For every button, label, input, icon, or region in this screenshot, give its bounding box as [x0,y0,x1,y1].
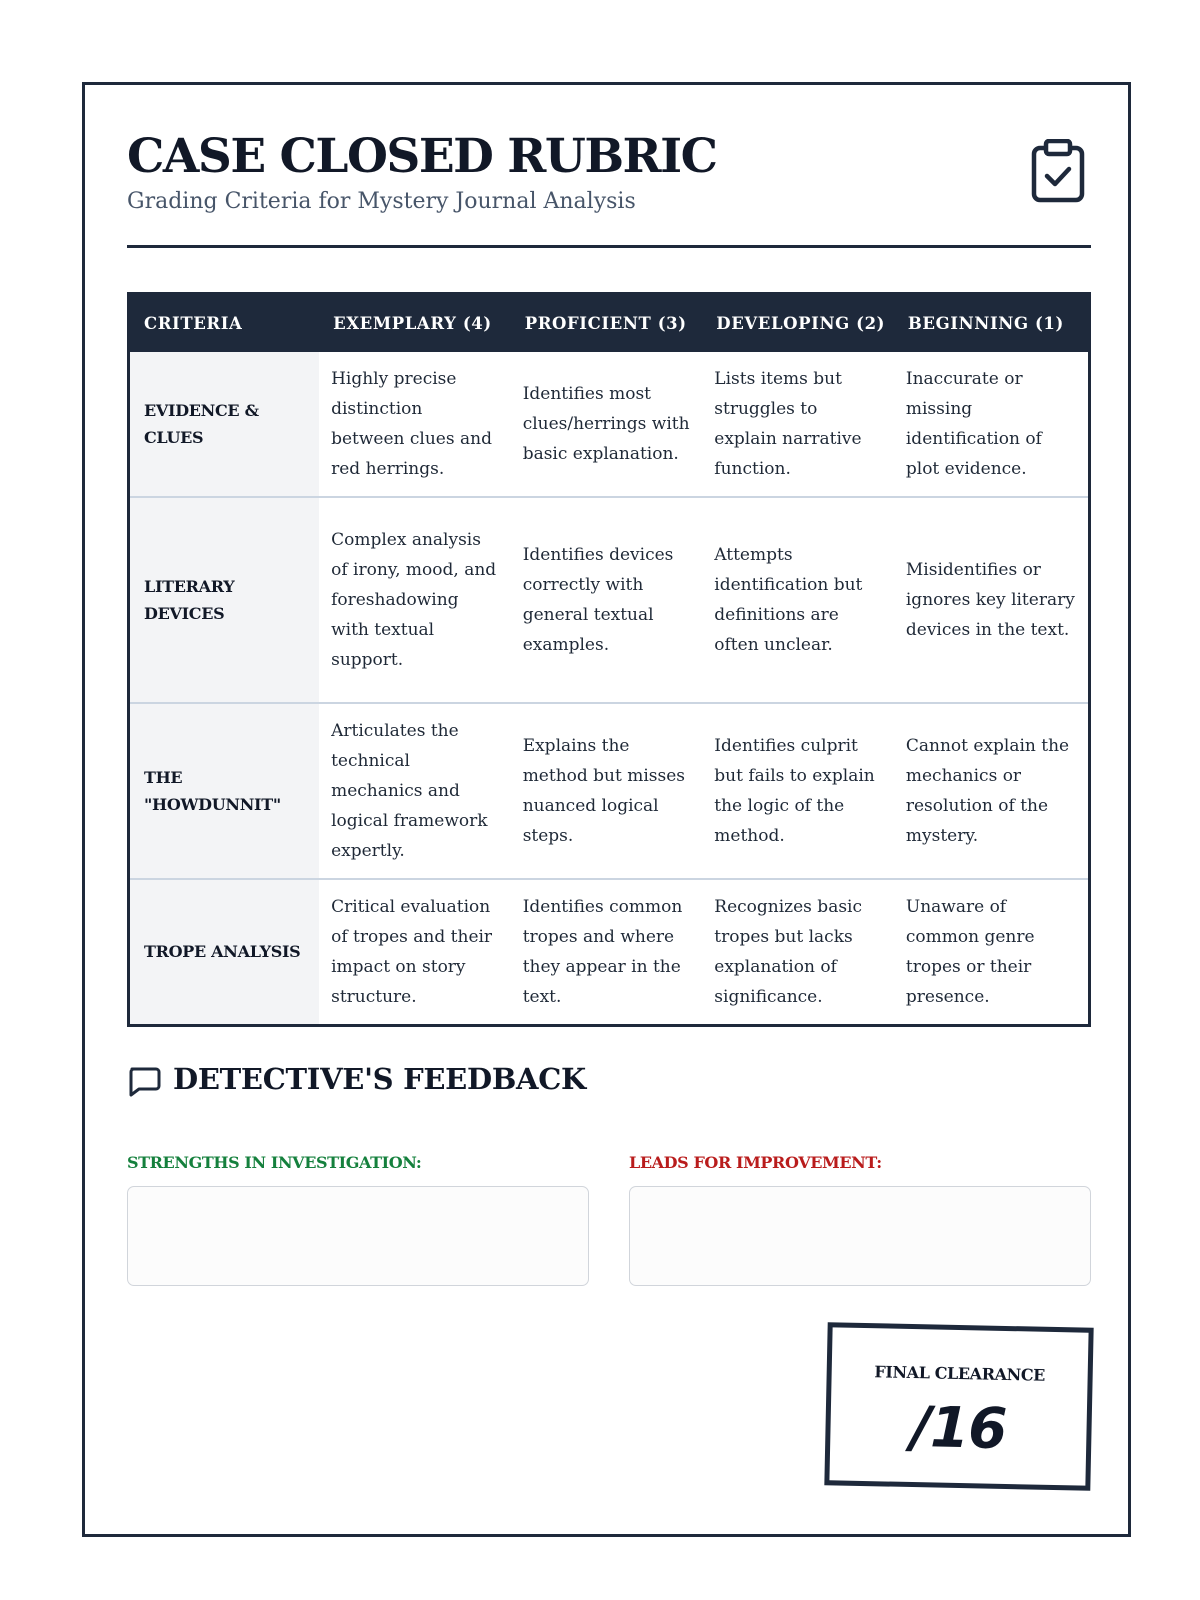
clipboard-check-icon [1031,139,1085,203]
rubric-cell: Recognizes basic tropes but lacks explanation of significance. [702,879,894,1026]
table-row [129,497,1090,703]
page-title: CASE CLOSED RUBRIC [127,129,717,184]
criterion-cell: THE "HOWDUNNIT" [129,703,320,879]
rubric-cell: Misidentifies or ignores key literary devices in the text. [894,497,1090,703]
rubric-cell: Attempts identification but definitions are often unclear. [702,497,894,703]
chat-bubble-icon [127,1066,161,1098]
rubric-table [127,292,1091,1027]
table-row [129,352,1090,497]
final-clearance-stamp [824,1322,1093,1491]
page-subtitle: Grading Criteria for Mystery Journal Analysis [127,189,636,214]
strengths-label: STRENGTHS IN INVESTIGATION: [127,1153,422,1172]
rubric-header-row [129,294,1090,352]
table-row [129,879,1090,1026]
criterion-cell: LITERARY DEVICES [129,497,320,703]
rubric-cell: Critical evaluation of tropes and their impact on story structure. [319,879,511,1026]
column-header-developing: DEVELOPING (2) [702,294,894,352]
column-header-beginning: BEGINNING (1) [894,294,1090,352]
column-header-criteria: CRITERIA [129,294,320,352]
criterion-cell: EVIDENCE & CLUES [129,352,320,497]
rubric-cell: Articulates the technical mechanics and logical framework expertly. [319,703,511,879]
rubric-cell: Cannot explain the mechanics or resolution of the mystery. [894,703,1090,879]
strengths-box[interactable] [127,1186,589,1286]
rubric-cell: Identifies most clues/herrings with basic explanation. [522,383,690,464]
rubric-sheet [82,82,1131,1537]
column-header-exemplary: EXEMPLARY (4) [319,294,511,352]
column-header-proficient: PROFICIENT (3) [511,294,703,352]
rubric-cell: Lists items but struggles to explain narrative function. [714,368,862,479]
header [127,129,1091,248]
rubric-cell: Unaware of common genre tropes or their presence. [894,879,1090,1026]
rubric-cell: Highly precise distinction between clues and red herrings. [331,368,492,479]
rubric-cell: Identifies culprit but fails to explain the logic of the method. [702,703,894,879]
rubric-cell: Identifies common tropes and where they appear in the text. [511,879,703,1026]
rubric-cell: Identifies devices correctly with general textual examples. [511,497,703,703]
score-total: /16 [910,1395,1007,1462]
rubric-cell: Explains the method but misses nuanced logical steps. [511,703,703,879]
table-row [129,703,1090,879]
feedback-title: DETECTIVE'S FEEDBACK [173,1062,586,1096]
stamp-label: FINAL CLEARANCE [874,1362,1046,1385]
rubric-cell: Complex analysis of irony, mood, and foreshadowing with textual support. [319,497,511,703]
improvement-box[interactable] [629,1186,1091,1286]
improvement-label: LEADS FOR IMPROVEMENT: [629,1153,882,1172]
criterion-cell: TROPE ANALYSIS [129,879,320,1026]
rubric-cell: Inaccurate or missing identification of plot evidence. [905,368,1042,479]
